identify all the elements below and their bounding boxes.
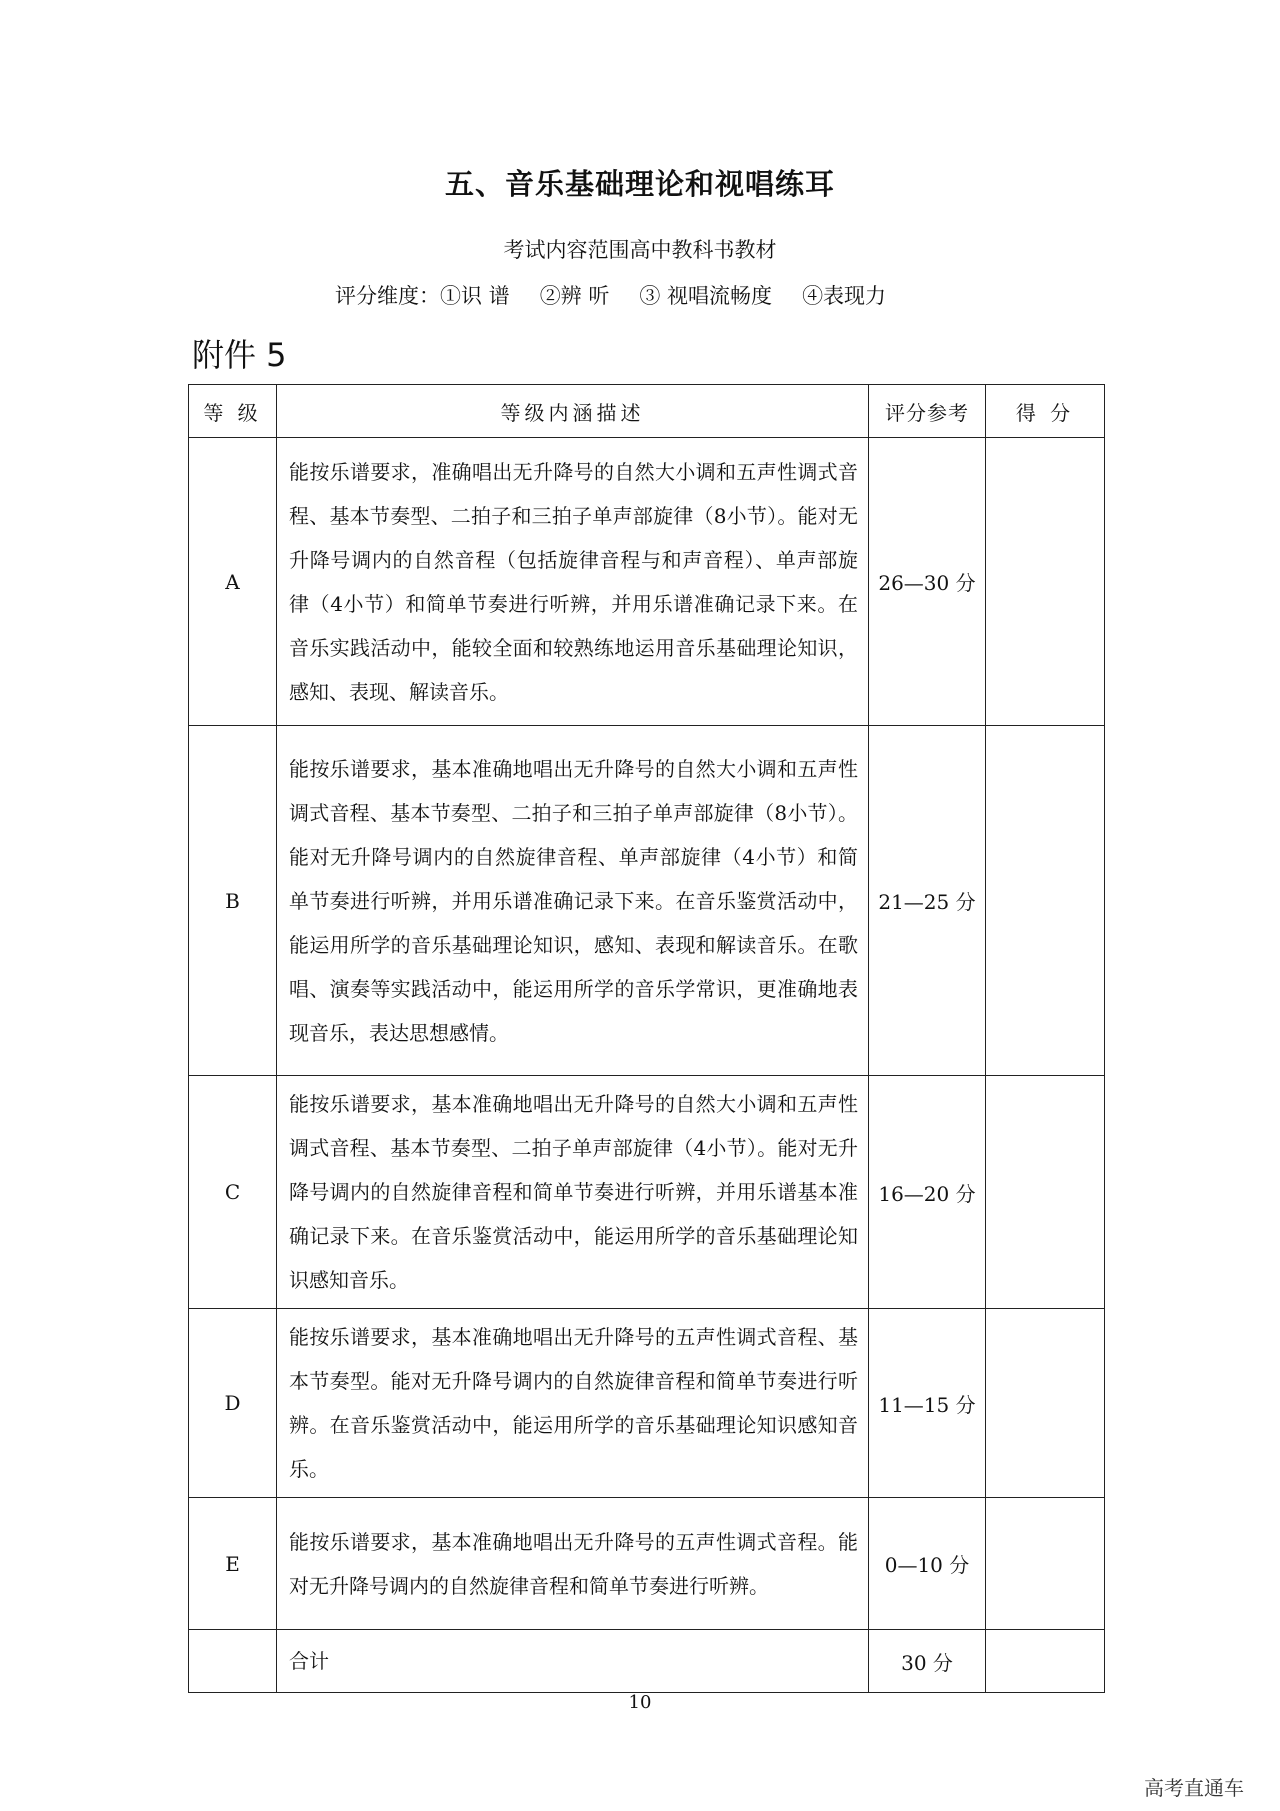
dimension-item: ①识 谱: [440, 284, 510, 308]
table-row: [189, 1498, 1105, 1630]
dimension-item: ④表现力: [802, 284, 887, 308]
grade-description: 能按乐谱要求，基本准确地唱出无升降号的自然大小调和五声性调式音程、基本节奏型、二拍子单声部旋律（4小节）。能对无升降号调内的自然旋律音程和简单节奏进行听辨，并用乐谱基本准确记录下来。在音乐鉴赏活动中，能运用所学的音乐基础理论知识感知音乐。: [277, 1076, 869, 1309]
page-number: 10: [628, 1692, 652, 1713]
total-row: [189, 1630, 1105, 1693]
scoring-dimensions: [335, 280, 916, 310]
dimension-item: ③ 视唱流畅度: [639, 284, 773, 308]
total-label: 合计: [277, 1630, 869, 1693]
dimensions-label: 评分维度：: [335, 284, 440, 308]
grade-level: A: [189, 438, 277, 726]
header-score-reference: 评分参考: [869, 385, 986, 438]
grade-level: D: [189, 1309, 277, 1498]
grade-description: 能按乐谱要求，基本准确地唱出无升降号的五声性调式音程。能对无升降号调内的自然旋律音程和简单节奏进行听辨。: [277, 1498, 869, 1630]
header-level: 等 级: [189, 385, 277, 438]
points-cell: [986, 1076, 1105, 1309]
exam-scope-subtitle: 考试内容范围高中教科书教材: [503, 238, 777, 262]
total-level-cell: [189, 1630, 277, 1693]
grading-table: [188, 384, 1105, 1693]
header-description: 等级内涵描述: [277, 385, 869, 438]
table-row: [189, 726, 1105, 1076]
table-row: [189, 1309, 1105, 1498]
total-points-cell: [986, 1630, 1105, 1693]
total-score: 30 分: [869, 1630, 986, 1693]
table-row: [189, 1076, 1105, 1309]
points-cell: [986, 726, 1105, 1076]
section-title: 五、音乐基础理论和视唱练耳: [444, 167, 835, 201]
score-range: 11—15 分: [869, 1309, 986, 1498]
grade-description: 能按乐谱要求，基本准确地唱出无升降号的五声性调式音程、基本节奏型。能对无升降号调内的自然旋律音程和简单节奏进行听辨。在音乐鉴赏活动中，能运用所学的音乐基础理论知识感知音乐。: [277, 1309, 869, 1498]
dimension-item: ②辨 听: [539, 284, 610, 308]
grade-level: B: [189, 726, 277, 1076]
grade-level: C: [189, 1076, 277, 1309]
grade-level: E: [189, 1498, 277, 1630]
attachment-label: 附件 5: [192, 336, 287, 374]
grade-description: 能按乐谱要求，基本准确地唱出无升降号的自然大小调和五声性调式音程、基本节奏型、二拍子和三拍子单声部旋律（8小节）。能对无升降号调内的自然旋律音程、单声部旋律（4小节）和简单节奏进行听辨，并用乐谱准确记录下来。在音乐鉴赏活动中，能运用所学的音乐基础理论知识，感知、表现和解读音乐。在歌唱、演奏等实践活动中，能运用所学的音乐学常识，更准确地表现音乐，表达思想感情。: [277, 726, 869, 1076]
score-range: 0—10 分: [869, 1498, 986, 1630]
table-row: [189, 438, 1105, 726]
points-cell: [986, 1309, 1105, 1498]
grade-description: 能按乐谱要求，准确唱出无升降号的自然大小调和五声性调式音程、基本节奏型、二拍子和三拍子单声部旋律（8小节）。能对无升降号调内的自然音程（包括旋律音程与和声音程）、单声部旋律（4小节）和简单节奏进行听辨，并用乐谱准确记录下来。在音乐实践活动中，能较全面和较熟练地运用音乐基础理论知识， 感知、表现、解读音乐。: [277, 438, 869, 726]
points-cell: [986, 1498, 1105, 1630]
header-points: 得 分: [986, 385, 1105, 438]
source-watermark: 高考直通车: [1144, 1776, 1244, 1800]
table-header-row: [189, 385, 1105, 438]
score-range: 21—25 分: [869, 726, 986, 1076]
score-range: 16—20 分: [869, 1076, 986, 1309]
score-range: 26—30 分: [869, 438, 986, 726]
points-cell: [986, 438, 1105, 726]
